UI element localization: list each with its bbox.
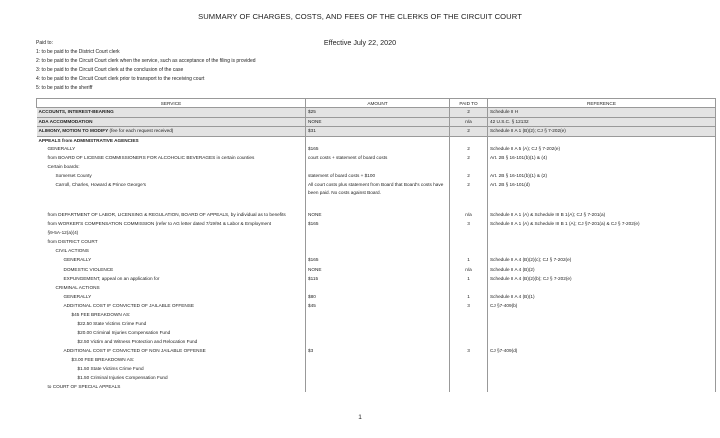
amount-cell: NONE	[306, 117, 450, 127]
service-cell	[37, 136, 306, 145]
service-cell	[37, 329, 306, 338]
service-text: EXPUNGEMENT, appeal on an application for	[63, 275, 160, 281]
reference-cell	[488, 311, 716, 320]
amount-cell	[306, 311, 450, 320]
service-text: Somerset County	[55, 173, 92, 179]
reference-cell: Art. 2B § 16-101(b)(1) & (4)	[488, 154, 716, 163]
service-text: ADDITIONAL COST IF CONVICTED OF NON JAILABLE OFFENSE	[63, 347, 206, 353]
amount-cell: $3	[306, 347, 450, 356]
table-row	[37, 347, 716, 356]
service-text: from DISTRICT COURT	[47, 239, 98, 245]
reference-cell: Schedule II A 1 (B)(2); CJ § 7-202(e)	[488, 127, 716, 137]
reference-cell	[488, 284, 716, 293]
paid-to-cell: 2	[450, 108, 488, 118]
amount-cell: NONE	[306, 211, 450, 220]
table-row	[37, 163, 716, 172]
service-cell	[37, 302, 306, 311]
amount-cell	[306, 329, 450, 338]
document-title: SUMMARY OF CHARGES, COSTS, AND FEES OF THE CLERKS OF THE CIRCUIT COURT	[198, 12, 522, 21]
amount-cell: $25	[306, 108, 450, 118]
table-row	[37, 117, 716, 127]
amount-cell: $165	[306, 220, 450, 229]
reference-cell	[488, 356, 716, 365]
service-cell	[37, 347, 306, 356]
service-cell	[37, 163, 306, 172]
paid-to-cell: 1	[467, 275, 470, 281]
service-cell	[37, 108, 306, 118]
amount-cell	[306, 320, 450, 329]
table-row	[37, 266, 716, 275]
table-row	[37, 256, 716, 265]
reference-cell	[488, 338, 716, 347]
service-note: (fee for each request received)	[109, 128, 174, 133]
paid-to-heading: Paid to:	[36, 40, 53, 46]
table-row	[37, 108, 716, 118]
service-cell	[37, 127, 306, 137]
service-text: §9-5A-12(a)(4)	[47, 230, 79, 236]
table-row	[37, 302, 716, 311]
service-cell	[37, 311, 306, 320]
table-row	[37, 338, 716, 347]
paid-to-cell	[450, 356, 488, 365]
table-row	[37, 145, 716, 154]
service-text: $3.00 FEE BREAKDOWN AS:	[71, 356, 135, 362]
service-cell	[37, 247, 306, 256]
amount-cell: $115	[306, 275, 450, 284]
reference-cell	[488, 163, 716, 172]
amount-cell	[306, 365, 450, 374]
service-text: ALIMONY, MOTION TO MODIFY	[38, 128, 109, 133]
service-cell	[37, 211, 306, 220]
service-cell	[37, 229, 306, 238]
amount-cell: $45	[306, 302, 450, 311]
service-text: $45 FEE BREAKDOWN AS:	[71, 311, 131, 317]
amount-cell	[306, 229, 450, 238]
reference-cell	[488, 374, 716, 383]
service-text: ADDITIONAL COST IF CONVICTED OF JAILABLE OFFENSE	[63, 302, 194, 308]
table-row	[37, 181, 716, 211]
paid-to-cell: 1	[467, 293, 470, 299]
service-cell	[37, 117, 306, 127]
effective-date: Effective July 22, 2020	[323, 38, 397, 47]
table-row	[37, 136, 716, 145]
paid-to-item: 4: to be paid to the Circuit Court clerk prior to transport to the receiving court	[36, 76, 205, 82]
paid-to-column-header: PAID TO	[450, 99, 488, 108]
table-row	[37, 293, 716, 302]
paid-to-cell	[450, 284, 488, 293]
reference-cell: Art. 2B § 16-101(d)	[488, 181, 716, 211]
service-text: $1.50 State Victims Crime Fund	[77, 366, 144, 372]
reference-cell: Schedule II A 4 (B)(2)	[488, 266, 716, 275]
paid-to-cell: 2	[467, 173, 470, 179]
service-cell	[37, 266, 306, 275]
paid-to-cell: 2	[467, 155, 470, 161]
service-cell	[37, 145, 306, 154]
amount-cell	[306, 284, 450, 293]
table-row	[37, 374, 716, 383]
paid-to-cell	[450, 163, 488, 172]
service-cell	[37, 238, 306, 247]
service-text: ADA ACCOMMODATION	[38, 118, 93, 124]
amount-cell	[306, 383, 450, 392]
service-text: Certain boards:	[47, 164, 80, 170]
table-row	[37, 154, 716, 163]
paid-to-cell: 2	[450, 127, 488, 137]
reference-cell: Schedule II H	[488, 108, 716, 118]
service-cell	[37, 338, 306, 347]
table-row	[37, 365, 716, 374]
paid-to-cell: n/a	[450, 117, 488, 127]
service-text: from WORKER'S COMPENSATION COMMISSION (refer to AG letter dated 7/19/94 & Labor & Employment	[47, 221, 272, 227]
amount-cell: $165	[306, 145, 450, 154]
service-text: $22.50 State Victims Crime Fund	[77, 320, 147, 326]
reference-cell: CJ §7-409(b)	[488, 302, 716, 311]
reference-cell: Schedule II A 1 (A) & Schedule III B 1(A); CJ § 7-201(a)	[488, 211, 716, 220]
paid-to-cell: 3	[467, 347, 470, 353]
service-cell	[37, 320, 306, 329]
service-cell	[37, 356, 306, 365]
table-row	[37, 329, 716, 338]
reference-cell: Schedule II A 4 (B)(2)(c); CJ § 7-202(e)	[488, 256, 716, 265]
paid-to-cell	[450, 247, 488, 256]
amount-cell	[306, 356, 450, 365]
paid-to-cell	[450, 136, 488, 145]
paid-to-item: 3: to be paid to the Circuit Court clerk at the conclusion of the case	[36, 67, 184, 73]
table-row	[37, 311, 716, 320]
service-text: CRIMINAL ACTIONS	[55, 284, 100, 290]
service-cell	[37, 154, 306, 163]
reference-cell	[488, 329, 716, 338]
table-header-row	[37, 99, 716, 108]
service-cell	[37, 374, 306, 383]
table-row	[37, 247, 716, 256]
reference-cell	[488, 320, 716, 329]
service-text: GENERALLY	[63, 293, 92, 299]
table-row	[37, 211, 716, 220]
paid-to-cell: n/a	[465, 212, 472, 218]
table-row	[37, 275, 716, 284]
table-row	[37, 320, 716, 329]
service-cell	[37, 383, 306, 392]
service-text: to COURT OF SPECIAL APPEALS	[47, 384, 121, 390]
table-row	[37, 356, 716, 365]
service-cell	[37, 365, 306, 374]
paid-to-item: 2: to be paid to the Circuit Court clerk when the service, such as acceptance of the filing is provided	[36, 58, 256, 64]
table-row	[37, 238, 716, 247]
amount-cell	[306, 136, 450, 145]
amount-cell: $165	[306, 256, 450, 265]
table-row	[37, 220, 716, 229]
page-number: 1	[358, 414, 362, 421]
reference-cell: 42 U.S.C. § 12132	[488, 117, 716, 127]
service-text: $1.50 Criminal Injuries Compensation Fund	[77, 375, 168, 381]
table-row	[37, 172, 716, 181]
amount-cell: $80	[306, 293, 450, 302]
paid-to-item: 5: to be paid to the sheriff	[36, 85, 93, 91]
paid-to-cell: 3	[467, 221, 470, 227]
table-row	[37, 127, 716, 137]
reference-cell: Art. 2B § 16-101(b)(1) & (2)	[488, 172, 716, 181]
reference-cell: Schedule II A 4 (B)(2)(b); CJ § 7-202(e)	[488, 275, 716, 284]
amount-cell: All court costs plus statement from Board that Board's costs have been paid. No costs against Board.	[306, 181, 450, 211]
amount-column-header: AMOUNT	[306, 99, 450, 108]
paid-to-cell	[450, 338, 488, 347]
paid-to-cell: 2	[467, 182, 470, 188]
paid-to-cell	[450, 383, 488, 392]
paid-to-cell: n/a	[465, 266, 472, 272]
reference-cell: CJ §7-409(d)	[488, 347, 716, 356]
paid-to-cell	[450, 374, 488, 383]
table-row	[37, 229, 716, 238]
amount-cell	[306, 374, 450, 383]
service-cell	[37, 220, 306, 229]
service-text: ACCOUNTS, INTEREST-BEARING	[38, 109, 114, 114]
service-column-header: SERVICE	[37, 99, 306, 108]
service-text: GENERALLY	[63, 257, 92, 263]
service-text: DOMESTIC VIOLENCE	[63, 266, 114, 272]
service-text: CIVIL ACTIONS	[55, 248, 89, 254]
fees-table	[36, 98, 716, 392]
amount-cell	[306, 238, 450, 247]
amount-cell: NONE	[306, 266, 450, 275]
table-row	[37, 284, 716, 293]
reference-column-header: REFERENCE	[488, 99, 716, 108]
paid-to-cell	[450, 238, 488, 247]
service-cell	[37, 275, 306, 284]
service-cell	[37, 293, 306, 302]
reference-cell: Schedule II A 4 (B)(1)	[488, 293, 716, 302]
paid-to-cell	[450, 365, 488, 374]
service-text: from BOARD OF LICENSE COMMISSIONERS FOR ALCOHOLIC BEVERAGES in certain counties	[47, 155, 255, 161]
reference-cell	[488, 136, 716, 145]
service-cell	[37, 284, 306, 293]
paid-to-cell	[450, 229, 488, 238]
paid-to-cell	[450, 329, 488, 338]
service-text: APPEALS from ADMINISTRATIVE AGENCIES	[38, 137, 139, 143]
service-text: from DEPARTMENT OF LABOR, LICENSING & REGULATION, BOARD OF APPEALS, by individual as to benefits	[47, 212, 286, 218]
amount-cell	[306, 163, 450, 172]
reference-cell: Schedule II A 1 (A) & Schedule III B 1 (A); CJ §7-201(a) & CJ § 7-202(e)	[488, 220, 716, 229]
reference-cell	[488, 365, 716, 374]
amount-cell: court costs + statement of board costs	[306, 154, 450, 163]
amount-cell: statement of board costs + $100	[306, 172, 450, 181]
service-cell	[37, 172, 306, 181]
paid-to-cell: 3	[467, 302, 470, 308]
paid-to-cell	[450, 320, 488, 329]
amount-cell	[306, 338, 450, 347]
reference-cell	[488, 238, 716, 247]
service-cell	[37, 256, 306, 265]
service-text: GENERALLY	[47, 146, 76, 152]
table-row	[37, 383, 716, 392]
paid-to-item: 1: to be paid to the District Court clerk	[36, 49, 120, 55]
reference-cell	[488, 383, 716, 392]
service-cell	[37, 181, 306, 211]
amount-cell	[306, 247, 450, 256]
reference-cell	[488, 247, 716, 256]
reference-cell	[488, 229, 716, 238]
service-text: $2.50 Victim and Witness Protection and Relocation Fund	[77, 338, 198, 344]
service-text: $20.00 Criminal Injuries Compensation Fund	[77, 329, 171, 335]
reference-cell: Schedule II A 5 (A); CJ § 7-202(e)	[488, 145, 716, 154]
paid-to-cell: 2	[467, 146, 470, 152]
paid-to-cell	[450, 311, 488, 320]
amount-cell: $31	[306, 127, 450, 137]
paid-to-cell: 1	[467, 257, 470, 263]
service-text: Carroll, Charles, Howard & Prince George's	[55, 182, 147, 188]
